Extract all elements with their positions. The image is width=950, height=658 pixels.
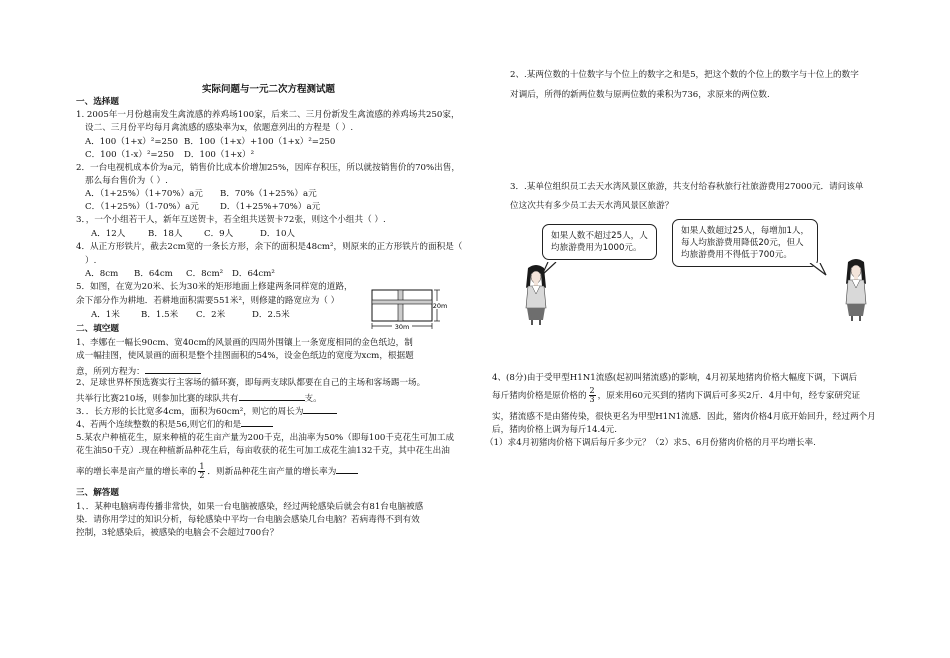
f5-line3-text: 率的增长率是亩产量的增长率的 (76, 467, 197, 477)
q2-line1: 2．一台电视机成本价为a元，销售价比成本价增加25%，因库存积压，所以就按销售价的70%出售， (76, 163, 460, 173)
fig-width-label: 30m (394, 323, 410, 331)
s1-line2: 染．请你用学过的知识分析，每轮感染中平均一台电脑会感染几台电脑？若病毒得不到有效 (76, 515, 420, 525)
f1-answer-blank[interactable] (145, 364, 201, 374)
q1-line1: 1. 2005年一月份越南发生禽流感的养鸡场100家，后来二、三月份新发生禽流感的养鸡场共250家， (76, 110, 460, 120)
q1-option-c: C．100（1-x）²=250 (85, 150, 175, 160)
s3-line2: 位这次共有多少员工去天水湾风景区旅游？ (510, 201, 674, 211)
vertical-road (398, 290, 403, 321)
q5-option-c: C．2米 (196, 310, 226, 320)
s2-line1: 2、.某两位数的十位数字与个位上的数字之和是5，把这个数的个位上的数字与十位上的数字 (510, 70, 859, 80)
f2-line2-tail: 支。 (304, 394, 322, 404)
q2-line2: 那么每台售价为（ ）. (85, 176, 168, 186)
q2-option-c: C．（1+25%）（1-70%）a元 (85, 202, 199, 212)
s1-line3: 控制，3轮感染后，被感染的电脑会不会超过700台？ (76, 528, 279, 538)
f4-line1 (76, 417, 273, 431)
q3-option-c: C．9人 (204, 229, 234, 239)
f4-answer-blank[interactable] (241, 417, 273, 427)
f5-line2: 花生油50千克）.现在种植新品种花生后，每亩收获的花生可加工成花生油132千克，其中花生出油 (76, 446, 450, 456)
s1-line1: 1、．某种电脑病毒传播非常快，如果一台电脑被感染，经过两轮感染后就会有81台电脑被感 (76, 502, 424, 512)
s4-line2 (492, 386, 860, 406)
frac-numerator: 2 (589, 386, 595, 395)
q4-option-b: B．64cm (134, 269, 173, 279)
f2-line2 (76, 391, 322, 405)
s3-line1: 3．.某单位组织员工去天水湾风景区旅游，共支付给春秋旅行社旅游费用27000元．请问该单 (510, 182, 864, 192)
page-title: 实际问题与一元二次方程测试题 (202, 84, 336, 95)
bubble-right-line3: 均旅游费用不得低于700元。 (681, 250, 792, 260)
q4-option-c: C．8cm² (186, 269, 224, 279)
f1-line3 (76, 364, 201, 378)
f2-line1: 2、足球世界杯预选赛实行主客场的循环赛，即每两支球队都要在自己的主场和客场踢一场。 (76, 378, 426, 388)
f3-text: 3．．长方形的长比宽多4cm，面积为60cm²，则它的周长为 (76, 407, 304, 417)
q1-option-b: B．100（1+x）+100（1+x）²=250 (184, 137, 336, 147)
f5-line3-tail: ．则新品种花生亩产量的增长率为 (207, 467, 337, 477)
f2-line2-text: 共举行比赛210场，则参加比赛的球队共有 (76, 394, 239, 404)
q2-option-a: A．（1+25%）（1+70%）a元 (85, 189, 203, 199)
f4-text: 4、若两个连续整数的积是56,则它们的和是 (76, 420, 242, 430)
s4-line1: 4、(8分)由于受甲型H1N1流感(起初叫猪流感)的影响，4月初某地猪肉价格大幅度下调，下调后 (492, 373, 858, 383)
q2-option-d: D．（1+25%+70%）a元 (220, 202, 321, 212)
q2-option-b: B．70%（1+25%）a元 (220, 189, 317, 199)
q5-line2: 余下部分作为耕地．若耕地面积需要551米²，则修建的路宽应为（ ） (76, 296, 340, 306)
q5-option-a: A．1米 (91, 310, 120, 320)
speech-bubble-right (672, 219, 818, 267)
girl-illustration-right (840, 258, 872, 322)
q1-option-a: A．100（1+x）²=250 (85, 137, 178, 147)
bubble-right-tail (806, 263, 830, 277)
section-heading-solve: 三、解答题 (76, 488, 119, 498)
speech-bubble-left (542, 224, 657, 260)
road-field-figure (370, 287, 448, 332)
section-heading-fill: 二、填空题 (76, 324, 119, 334)
f5-line3 (76, 462, 358, 482)
q3-option-d: D．10人 (260, 229, 296, 239)
q1-line2: 设二、三月份平均每月禽流感的感染率为x，依题意列出的方程是（ ）. (85, 123, 354, 133)
s4-line2-text: 每斤猪肉价格是原价格的 (492, 391, 587, 401)
s4-line4: 后，猪肉价格上调为每斤14.4元. (492, 425, 617, 435)
frac-denominator: 3 (589, 395, 595, 404)
bubble-right-line1: 如果人数超过25人，每增加1人， (681, 226, 810, 236)
s2-line2: 对调后，所得的新两位数与原两位数的乘积为736，求原来的两位数. (510, 90, 770, 100)
q3-line1: 3．，一个小组若干人，新年互送贺卡，若全组共送贺卡72张，则这个小组共（ ）. (76, 215, 386, 225)
q1-option-d: D．100（1+x）² (184, 150, 255, 160)
q4-line1: 4．从正方形铁片，截去2cm宽的一条长方形，余下的面积是48cm²，则原来的正方形铁片的面积是（ (76, 242, 463, 252)
q3-option-a: A．12人 (91, 229, 126, 239)
q4-option-d: D．64cm² (232, 269, 275, 279)
f5-line1: 5.某农户种植花生，原来种植的花生亩产量为200千克，出油率为50%（即每100千克花生可加工成 (76, 433, 455, 443)
q5-option-d: D．2.5米 (252, 310, 290, 320)
bubble-left-line2: 均旅游费用为1000元。 (551, 243, 642, 253)
frac-denominator: 2 (199, 471, 205, 480)
f1-line2: 成一幅挂图，使风景画的面积是整个挂图面积的54%，设金色纸边的宽度为xcm，根据题 (76, 351, 414, 361)
q4-option-a: A．8cm (85, 269, 119, 279)
frac-numerator: 1 (199, 462, 205, 471)
s4-line3: 实，猪流感不是由猪传染，很快更名为甲型H1N1流感．因此，猪肉价格4月底开始回升，经过两个月 (492, 412, 876, 422)
s4-line2-tail: ，原来用60元买到的猪肉下调后可多买2斤．4月中旬，经专家研究证 (597, 391, 861, 401)
section-heading-choice: 一、选择题 (76, 97, 119, 107)
q3-option-b: B．18人 (148, 229, 183, 239)
f1-line1: 1、李娜在一幅长90cm、宽40cm的风景画的四周外围镶上一条宽度相同的金色纸边，制 (76, 338, 413, 348)
fraction-one-half (198, 463, 205, 480)
q4-line2: ）. (85, 256, 97, 266)
f3-line1 (76, 404, 337, 418)
f5-answer-blank[interactable] (336, 464, 358, 474)
q5-option-b: B．1.5米 (141, 310, 179, 320)
bubble-left-line1: 如果人数不超过25人，人 (551, 231, 648, 241)
fraction-two-thirds (589, 387, 596, 404)
bubble-right-line2: 每人均旅游费用降低20元，但人 (681, 238, 804, 248)
fig-height-label: 20m (432, 302, 448, 310)
f2-answer-blank[interactable] (239, 391, 305, 401)
f3-answer-blank[interactable] (303, 404, 337, 414)
horizontal-road (372, 300, 432, 304)
f1-line3-text: 意，所列方程为： (76, 367, 145, 377)
girl-illustration-left (520, 264, 552, 326)
q5-line1: 5．如图，在宽为20米、长为30米的矩形地面上修建两条同样宽的道路， (76, 282, 353, 292)
s4-line5: （1）求4月初猪肉价格下调后每斤多少元？（2）求5、6月份猪肉价格的月平均增长率. (485, 438, 816, 448)
